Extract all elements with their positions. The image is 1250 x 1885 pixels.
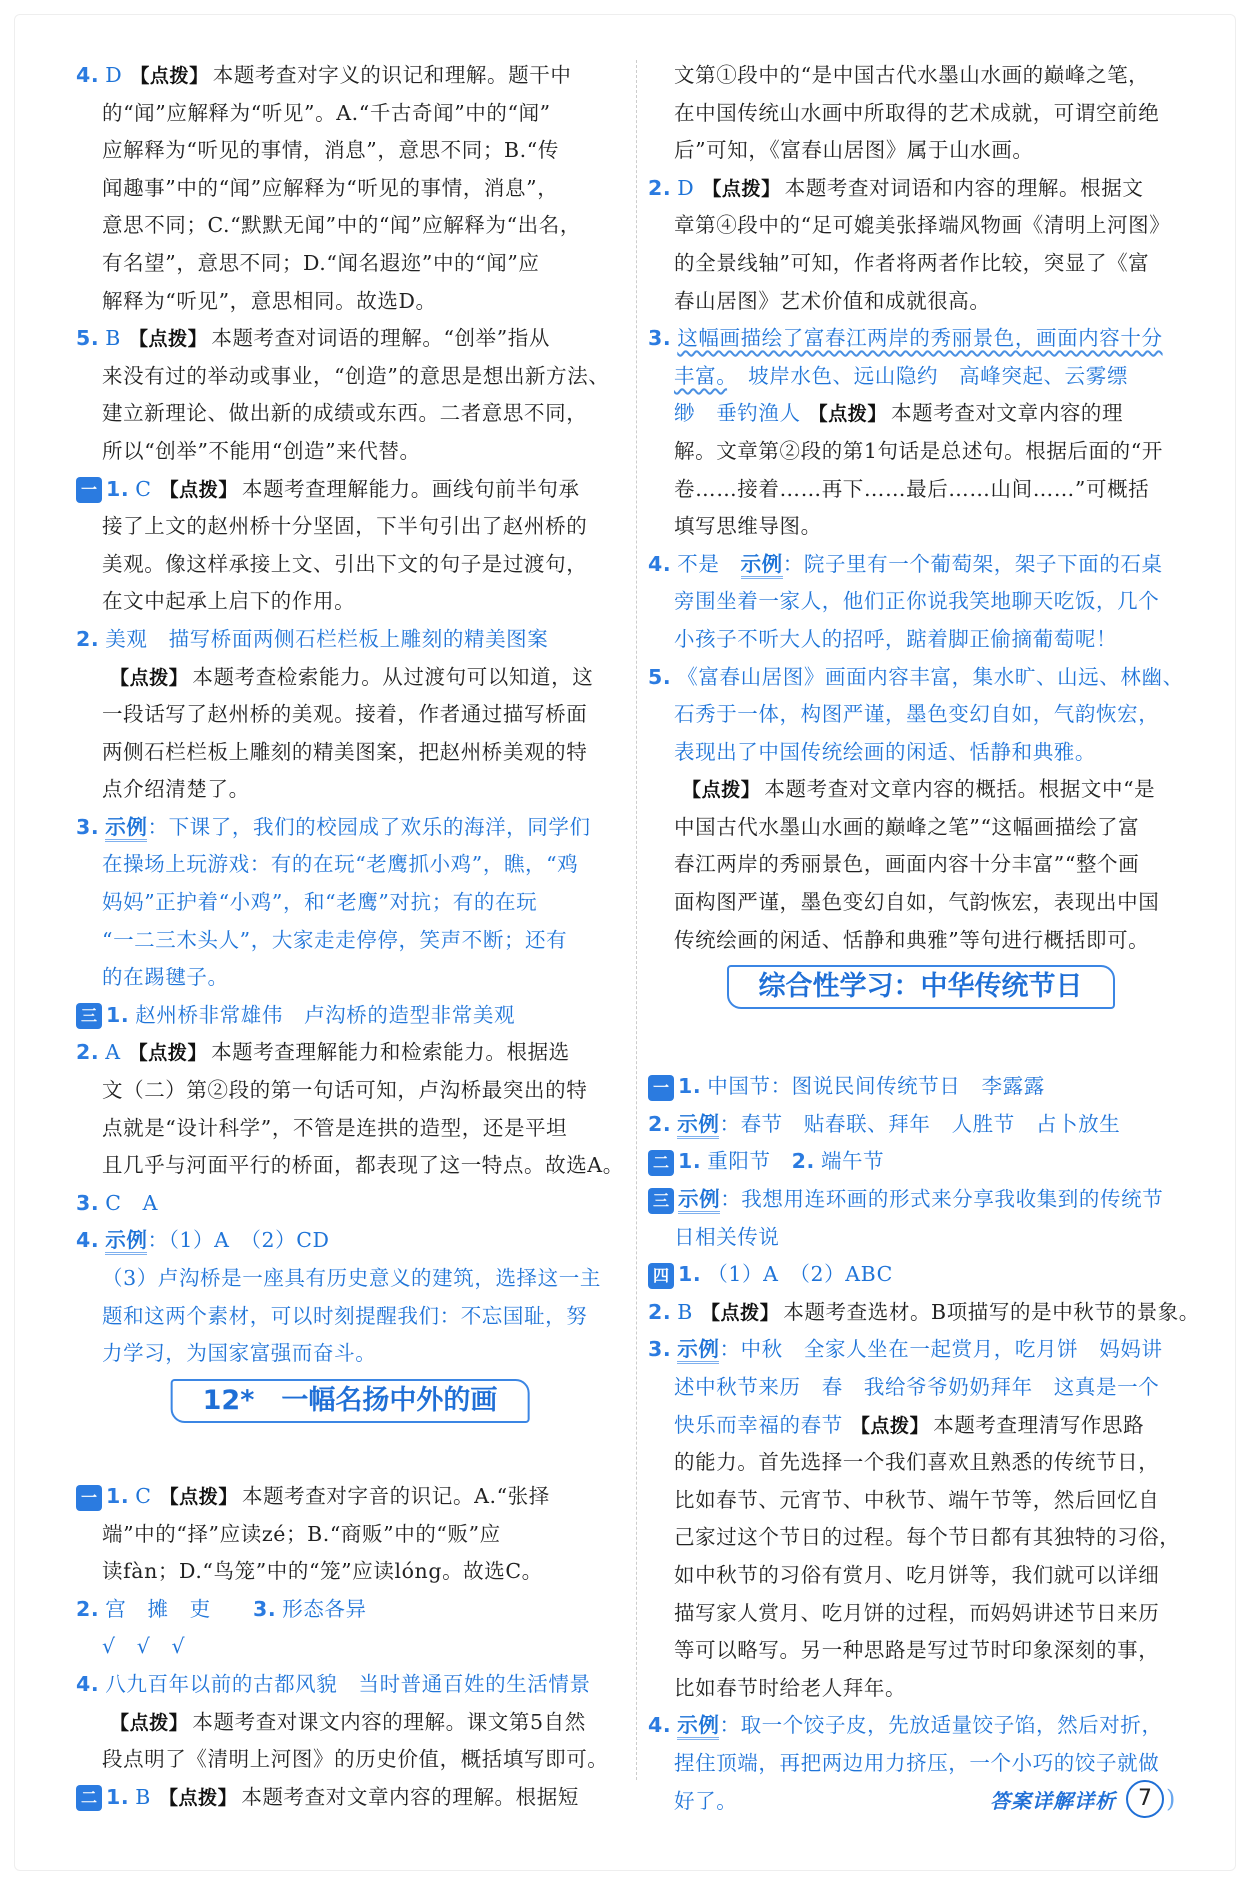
text-line (76, 320, 624, 358)
hint-label: 【点拨】 (850, 1414, 930, 1437)
answer-text: ：中秋 全家人坐在一起赏月，吃月饼 妈妈讲 (719, 1337, 1163, 1362)
example-label: 示例 (677, 1112, 719, 1139)
explanation-text: 本题考查检索能力。从过渡句可以知道，这 (192, 664, 594, 689)
explanation-text: 春山居图》艺术价值和成就很高。 (674, 288, 991, 313)
answer-text: C (135, 1484, 152, 1509)
text-line (76, 433, 624, 471)
answer-text: √ √ √ (102, 1634, 186, 1659)
answer-text: 赵州桥非常雄伟 卢沟桥的造型非常美观 (135, 1002, 516, 1027)
explanation-text: 有名望”，意思不同；D.“闻名遐迩”中的“闻”应 (102, 250, 540, 275)
answer-text: 宫 摊 吏 (105, 1596, 253, 1621)
section-badge: 一 (76, 477, 102, 503)
answer-text: （3）卢沟桥是一座具有历史意义的建筑，选择这一主 (102, 1266, 601, 1290)
section-title: 综合性学习：中华传统节日 (727, 965, 1115, 1009)
item-number: 2. (791, 1149, 815, 1174)
explanation-text: 解。文章第②段的第1句话是总述句。根据后面的“开 (674, 438, 1163, 463)
text-line (76, 1298, 624, 1336)
text-line (76, 734, 624, 772)
hint-label: 【点拨】 (128, 328, 208, 351)
explanation-text: 中国古代水墨山水画的巅峰之笔”“这幅画描绘了富 (674, 814, 1140, 839)
text-line (76, 696, 624, 734)
answer-text: 美观 描写桥面两侧石栏栏板上雕刻的精美图案 (105, 626, 549, 651)
explanation-text: 一段话写了赵州桥的美观。接着，作者通过描写桥面 (102, 702, 588, 727)
hint-label: 【点拨】 (110, 666, 189, 689)
column-divider (636, 60, 637, 1780)
left-column (76, 57, 624, 1816)
text-line (648, 358, 1193, 396)
answer-text: D (677, 175, 695, 200)
text-line (76, 1741, 624, 1779)
section-title-slot (648, 959, 1193, 1068)
answer-text: ：我想用连环画的形式来分享我收集到的传统节 (720, 1187, 1164, 1212)
text-line (76, 1516, 624, 1554)
text-line (648, 207, 1193, 245)
answer-text: 快乐而幸福的春节 (674, 1412, 843, 1437)
hint-label: 【点拨】 (128, 1042, 208, 1065)
explanation-text: 闻趣事”中的“闻”应解释为“听见的事情，消息”， (102, 175, 559, 200)
item-number: 2. (648, 1299, 672, 1324)
text-line (76, 846, 624, 884)
answer-text: 石秀于一体，构图严谨，墨色变幻自如，气韵恢宏， (674, 702, 1160, 727)
text-line (648, 1256, 1193, 1294)
text-line (76, 1704, 624, 1742)
text-line (76, 95, 624, 133)
explanation-text: 填写思维导图。 (674, 514, 822, 539)
text-line (648, 1557, 1193, 1595)
page-footer (990, 1780, 1175, 1818)
text-line (648, 1745, 1193, 1783)
explanation-text: 的“闻”应解释为“听见”。A.“千古奇闻”中的“闻” (102, 100, 551, 125)
hint-label: 【点拨】 (159, 1486, 238, 1509)
hint-label: 【点拨】 (158, 1786, 238, 1809)
section-title-slot (76, 1373, 624, 1478)
item-number: 2. (76, 626, 100, 651)
section-badge: 四 (648, 1263, 674, 1289)
hint-label: 【点拨】 (130, 65, 209, 87)
text-line (76, 245, 624, 283)
text-line (648, 1143, 1193, 1181)
underlined-answer: 这幅画描绘了富春江两岸的秀丽景色，画面内容十分 (677, 326, 1163, 351)
item-number: 5. (76, 326, 100, 351)
example-label: 示例 (105, 815, 147, 842)
explanation-text: 春江两岸的秀丽景色，画面内容十分丰富”“整个画 (674, 852, 1140, 877)
item-number: 1. (106, 1484, 130, 1509)
text-line (648, 320, 1193, 358)
text-line (76, 1478, 624, 1516)
item-number: 1. (106, 1002, 130, 1027)
explanation-text: 卷……接着……再下……最后……山间……”可概括 (674, 476, 1150, 501)
explanation-text: 比如春节时给老人拜年。 (674, 1675, 907, 1700)
page-number: 7 (1126, 1780, 1164, 1818)
text-line (648, 583, 1193, 621)
text-line (648, 1707, 1193, 1745)
text-line (648, 1482, 1193, 1520)
explanation-text: 端”中的“择”应读zé；B.“商贩”中的“贩”应 (102, 1521, 501, 1546)
text-line (76, 1222, 624, 1260)
answer-text: （1）A （2）ABC (707, 1262, 893, 1287)
explanation-text: 本题考查对课文内容的理解。课文第5自然 (192, 1709, 586, 1734)
explanation-text: 己家过这个节日的过程。每个节日都有其独特的习俗， (674, 1525, 1181, 1550)
right-column (648, 57, 1200, 1820)
explanation-text: 本题考查对字义的识记和理解。题干中 (212, 63, 572, 87)
answer-text: ：（1）A （2）CD (147, 1228, 330, 1253)
text-line (76, 771, 624, 809)
item-number: 4. (76, 1228, 100, 1253)
text-line (648, 95, 1193, 133)
hint-label: 【点拨】 (682, 779, 761, 802)
text-line (648, 245, 1193, 283)
explanation-text: 章第④段中的“足可媲美张择端风物画《清明上河图》 (674, 213, 1171, 238)
hint-label: 【点拨】 (702, 177, 781, 200)
explanation-text: 本题考查对词语和内容的理解。根据文 (784, 175, 1144, 200)
answer-text: 题和这两个素材，可以时刻提醒我们：不忘国耻，努 (102, 1303, 588, 1328)
explanation-text: 读fàn；D.“鸟笼”中的“笼”应读lóng。故选C。 (102, 1559, 543, 1584)
text-line (648, 433, 1193, 471)
explanation-text: 接了上文的赵州桥十分坚固，下半句引出了赵州桥的 (102, 514, 588, 539)
text-line (648, 57, 1193, 95)
text-line (648, 471, 1193, 509)
example-label: 示例 (678, 1187, 720, 1214)
explanation-text: 本题考查对词语的理解。“创举”指从 (211, 326, 551, 351)
text-line (648, 734, 1193, 772)
text-line (76, 922, 624, 960)
text-line (76, 1628, 624, 1666)
explanation-text: 点就是“设计科学”，不管是连拱的造型，还是平坦 (102, 1115, 568, 1140)
text-line (76, 1260, 624, 1298)
explanation-text: 所以“创举”不能用“创造”来代替。 (102, 438, 421, 463)
answer-text: 坡岸水色、远山隐约 高峰突起、云雾缥 (727, 363, 1128, 388)
item-number: 1. (106, 1784, 130, 1809)
explanation-text: 建立新理论、做出新的成绩或东西。二者意思不同， (102, 401, 588, 426)
section-badge: 三 (648, 1188, 674, 1214)
explanation-text: 在中国传统山水画中所取得的艺术成就，可谓空前绝 (674, 100, 1160, 125)
text-line (76, 1147, 624, 1185)
text-line (76, 659, 624, 697)
item-number: 2. (648, 1111, 672, 1136)
answer-text: 日相关传说 (674, 1224, 780, 1249)
item-number: 1. (678, 1149, 702, 1174)
text-line (76, 583, 624, 621)
explanation-text: 本题考查理解能力和检索能力。根据选 (211, 1040, 570, 1065)
text-line (76, 1553, 624, 1591)
answer-text: 力学习，为国家富强而奋斗。 (102, 1341, 377, 1366)
answer-text: 述中秋节来历 春 我给爷爷奶奶拜年 这真是一个 (674, 1375, 1160, 1400)
answer-text: 表现出了中国传统绘画的闲适、恬静和典雅。 (674, 739, 1096, 764)
example-label: 示例 (677, 1713, 719, 1740)
text-line (76, 1034, 624, 1072)
answer-text: 中国节：图说民间传统节日 李露露 (707, 1074, 1045, 1099)
answer-text: B (135, 1784, 151, 1809)
explanation-text: 来没有过的举动或事业，“创造”的意思是想出新方法、 (102, 363, 610, 388)
explanation-text: 在文中起承上启下的作用。 (102, 589, 356, 614)
text-line (648, 771, 1193, 809)
explanation-text: 面构图严谨，墨色变幻自如，气韵恢宏，表现出中国 (674, 890, 1160, 915)
text-line (76, 1591, 624, 1629)
explanation-text: 的全景线轴”可知，作者将两者作比较，突显了《富 (674, 250, 1150, 275)
item-number: 2. (648, 175, 672, 200)
text-line (76, 207, 624, 245)
text-line (648, 922, 1193, 960)
item-number: 4. (76, 1672, 100, 1697)
answer-text: 重阳节 (707, 1149, 792, 1174)
item-number: 4. (76, 63, 100, 87)
example-label: 示例 (105, 1228, 147, 1255)
explanation-text: 后”可知，《富春山居图》属于山水画。 (674, 138, 1034, 163)
arc-decoration-icon: ) (1166, 1785, 1176, 1813)
text-line (76, 621, 624, 659)
text-line (648, 283, 1193, 321)
item-number: 3. (648, 326, 672, 351)
explanation-text: 解释为“听见”，意思相同。故选D。 (102, 288, 437, 313)
text-line (648, 1219, 1193, 1257)
answer-text: 八九百年以前的古都风貌 当时普通百姓的生活情景 (105, 1672, 591, 1697)
answer-text: B (677, 1299, 693, 1324)
text-line (76, 283, 624, 321)
item-number: 2. (76, 1040, 100, 1065)
text-line (648, 884, 1193, 922)
explanation-text: 本题考查对文章内容的理解。根据短 (241, 1784, 579, 1809)
answer-text: 小孩子不听大人的招呼，踮着脚正偷摘葡萄呢！ (674, 626, 1118, 651)
item-number: 3. (76, 1190, 100, 1215)
explanation-text: 文（二）第②段的第一句话可知，卢沟桥最突出的特 (102, 1078, 588, 1103)
explanation-text: 如中秋节的习俗有赏月、吃月饼等，我们就可以详细 (674, 1563, 1160, 1587)
explanation-text: 描写家人赏月、吃月饼的过程，而妈妈讲述节日来历 (674, 1600, 1160, 1625)
answer-text: “一二三木头人”，大家走走停停，笑声不断；还有 (102, 927, 568, 952)
text-line (648, 132, 1193, 170)
text-line (76, 1779, 624, 1817)
item-number: 4. (648, 1713, 672, 1738)
text-line (76, 471, 624, 509)
answer-text: C (135, 476, 152, 501)
text-line (648, 846, 1193, 884)
explanation-text: 意思不同；C.“默默无闻”中的“闻”应解释为“出名， (102, 213, 581, 238)
text-line (76, 546, 624, 584)
text-line (648, 1294, 1200, 1332)
text-line (76, 170, 624, 208)
answer-text: 端午节 (820, 1149, 885, 1174)
text-line (76, 959, 624, 997)
text-line (648, 1331, 1193, 1369)
hint-label: 【点拨】 (110, 1711, 189, 1734)
text-line (648, 546, 1193, 584)
item-number: 3. (76, 814, 100, 839)
answer-text: 缈 垂钓渔人 (674, 401, 801, 426)
text-line (76, 132, 624, 170)
text-line (648, 1670, 1193, 1708)
answer-text: 妈妈”正护着“小鸡”，和“老鹰”对抗；有的在玩 (102, 890, 538, 915)
explanation-text: 两侧石栏栏板上雕刻的精美图案，把赵州桥美观的特 (102, 739, 588, 764)
explanation-text: 且几乎与河面平行的桥面，都表现了这一特点。故选A。 (102, 1153, 624, 1178)
explanation-text: 本题考查理解能力。画线句前半句承 (241, 476, 580, 501)
text-line (648, 809, 1193, 847)
text-line (76, 358, 624, 396)
explanation-text: 比如春节、元宵节、中秋节、端午节等，然后回忆自 (674, 1487, 1160, 1512)
explanation-text: 等可以略写。另一种思路是写过节时印象深刻的事， (674, 1638, 1160, 1663)
item-number: 1. (678, 1262, 702, 1287)
footer-label: 答案详解详析 (990, 1788, 1116, 1813)
item-number: 3. (648, 1337, 672, 1362)
item-number: 1. (678, 1074, 702, 1099)
explanation-text: 点介绍清楚了。 (102, 777, 250, 802)
explanation-text: 的能力。首先选择一个我们喜欢且熟悉的传统节日， (674, 1450, 1160, 1475)
hint-label: 【点拨】 (700, 1301, 780, 1324)
text-line (76, 884, 624, 922)
section-badge: 二 (76, 1785, 102, 1811)
answer-text: 不是 (677, 551, 741, 576)
text-line (648, 696, 1193, 734)
item-number: 1. (106, 476, 130, 501)
text-line (648, 170, 1193, 208)
answer-text: ：春节 贴春联、拜年 人胜节 占卜放生 (719, 1111, 1121, 1136)
section-badge: 一 (76, 1485, 102, 1511)
explanation-text: 本题考查选材。B项描写的是中秋节的景象。 (783, 1299, 1200, 1324)
hint-label: 【点拨】 (808, 403, 888, 426)
section-badge: 二 (648, 1150, 674, 1176)
text-line (648, 1519, 1193, 1557)
text-line (648, 1181, 1193, 1219)
text-line (76, 809, 624, 847)
text-line (76, 1666, 624, 1704)
text-line (648, 621, 1193, 659)
text-line (76, 1110, 624, 1148)
answer-text: 捏住顶端，再把两边用力挤压，一个小巧的饺子就做 (674, 1750, 1160, 1775)
example-label: 示例 (677, 1337, 719, 1364)
text-line (76, 1335, 624, 1373)
item-number: 4. (648, 551, 672, 576)
answer-text: D (105, 63, 123, 87)
answer-text: 形态各异 (282, 1596, 367, 1621)
explanation-text: 本题考查对文章内容的理 (891, 401, 1124, 426)
text-line (648, 659, 1193, 697)
section-badge: 三 (76, 1003, 102, 1029)
answer-text: A (105, 1040, 121, 1065)
text-line (76, 1185, 624, 1223)
text-line (76, 508, 624, 546)
hint-label: 【点拨】 (159, 478, 238, 501)
text-line (648, 1407, 1193, 1445)
text-line (76, 57, 624, 95)
answer-text: ：取一个饺子皮，先放适量饺子馅，然后对折， (719, 1713, 1163, 1738)
explanation-text: 文第①段中的“是中国古代水墨山水画的巅峰之笔， (674, 63, 1150, 87)
answer-text: B (105, 326, 121, 351)
explanation-text: 应解释为“听见的事情，消息”，意思不同；B.“传 (102, 138, 559, 163)
answer-text: 《富春山居图》画面内容丰富，集水旷、山远、林幽、 (677, 664, 1184, 689)
explanation-text: 段点明了《清明上河图》的历史价值，概括填写即可。 (102, 1747, 609, 1772)
answer-text: 的在踢毽子。 (102, 965, 229, 990)
answer-text: ：下课了，我们的校园成了欢乐的海洋，同学们 (147, 814, 591, 839)
text-line (648, 1369, 1193, 1407)
underlined-answer: 丰富。 (674, 363, 728, 388)
text-line (648, 1595, 1193, 1633)
text-line (76, 997, 624, 1035)
answer-text: ：院子里有一个葡萄架，架子下面的石桌 (782, 551, 1163, 576)
explanation-text: 传统绘画的闲适、恬静和典雅”等句进行概括即可。 (674, 927, 1150, 952)
text-line (648, 1632, 1193, 1670)
text-line (76, 1072, 624, 1110)
example-label: 示例 (741, 552, 783, 579)
explanation-text: 本题考查对字音的识记。A.“张择 (241, 1484, 550, 1509)
text-line (648, 508, 1193, 546)
explanation-text: 本题考查理清写作思路 (933, 1412, 1145, 1437)
section-title: 12* 一幅名扬中外的画 (171, 1379, 530, 1423)
answer-text: C A (105, 1190, 159, 1215)
answer-text: 好了。 (674, 1788, 738, 1813)
item-number: 2. (76, 1596, 100, 1621)
item-number: 5. (648, 664, 672, 689)
text-line (648, 395, 1193, 433)
explanation-text: 美观。像这样承接上文、引出下文的句子是过渡句， (102, 551, 588, 576)
answer-text: 旁围坐着一家人，他们正你说我笑地聊天吃饭，几个 (674, 589, 1160, 614)
text-line (648, 1444, 1193, 1482)
answer-text: 在操场上玩游戏：有的在玩“老鹰抓小鸡”，瞧，“鸡 (102, 852, 579, 877)
item-number: 3. (252, 1596, 277, 1621)
explanation-text: 本题考查对文章内容的概括。根据文中“是 (764, 777, 1156, 802)
text-line (76, 395, 624, 433)
text-line (648, 1068, 1193, 1106)
text-line (648, 1106, 1193, 1144)
section-badge: 一 (648, 1075, 674, 1101)
